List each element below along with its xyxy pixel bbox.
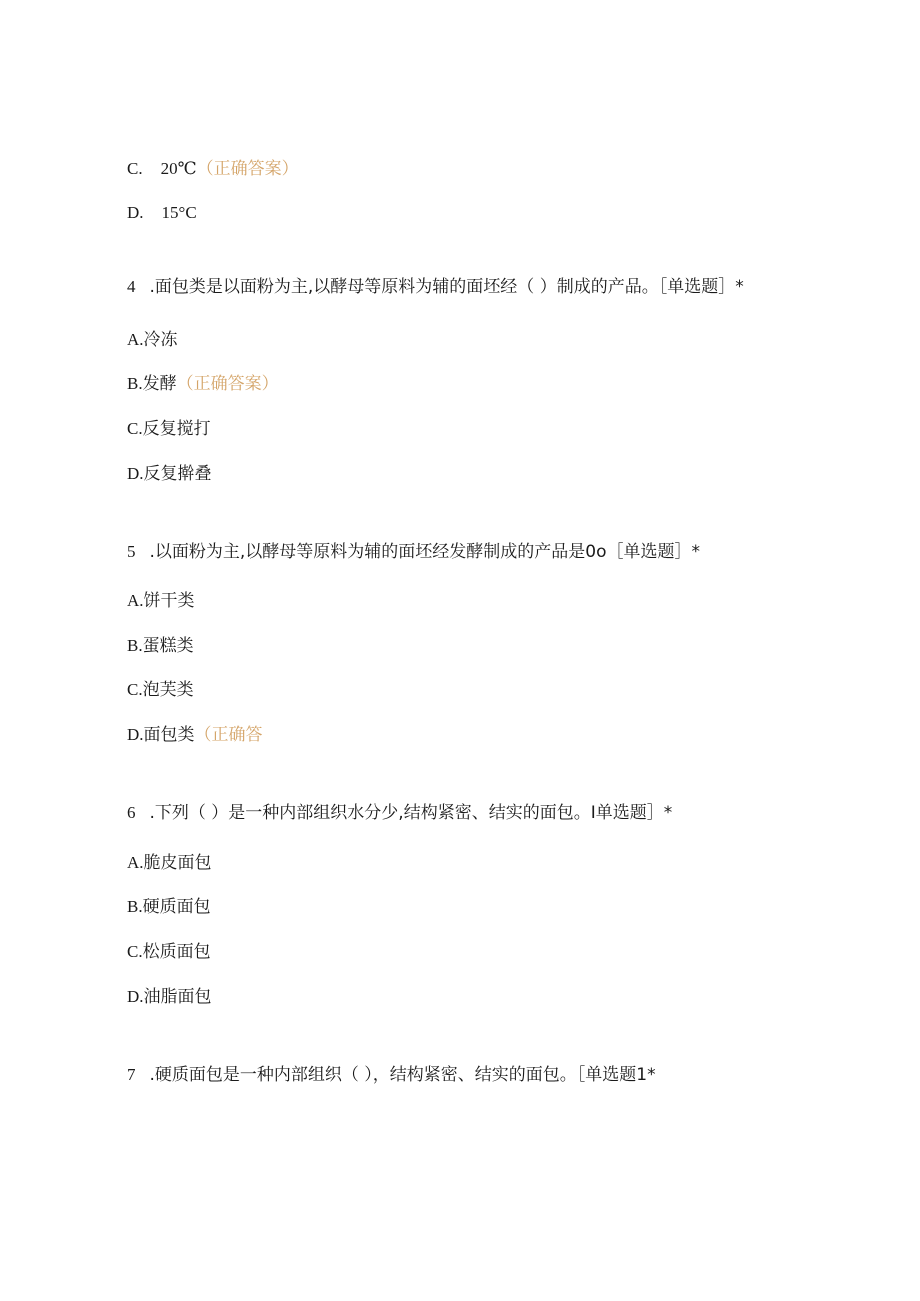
- option-letter: C.: [127, 680, 143, 699]
- option-letter: C.: [127, 159, 143, 178]
- option-text: 冷冻: [143, 330, 178, 350]
- question-7-stem: [127, 1064, 656, 1086]
- option-letter: D.: [127, 203, 144, 222]
- option-letter: D.: [127, 987, 144, 1006]
- option-text: 硬质面包: [142, 897, 211, 917]
- option-letter: B.: [127, 636, 143, 655]
- option-a[interactable]: [127, 329, 178, 351]
- question-text: .面包类是以面粉为主,以酵母等原料为辅的面坯经（ ）制成的产品。［单选题］*: [149, 277, 744, 297]
- option-letter: C.: [127, 942, 143, 961]
- option-letter: D.: [127, 725, 144, 744]
- question-number: 4: [127, 277, 136, 296]
- question-5-stem: [127, 541, 700, 563]
- option-c[interactable]: [127, 679, 194, 701]
- option-text: 泡芙类: [142, 680, 194, 700]
- option-c[interactable]: [127, 158, 299, 180]
- option-letter: C.: [127, 419, 143, 438]
- question-number: 6: [127, 803, 136, 822]
- option-b[interactable]: [127, 635, 194, 657]
- option-letter: B.: [127, 897, 143, 916]
- option-text: 15°C: [161, 203, 197, 222]
- correct-answer-note: （正确答案）: [196, 159, 299, 179]
- option-b[interactable]: [127, 373, 279, 395]
- option-letter: D.: [127, 464, 144, 483]
- option-d[interactable]: [127, 724, 263, 746]
- question-4-stem: [127, 276, 744, 298]
- option-text: 饼干类: [143, 591, 195, 611]
- question-number: 5: [127, 542, 136, 561]
- option-text: 发酵: [142, 374, 177, 394]
- question-text: .以面粉为主,以酵母等原料为辅的面坯经发酵制成的产品是0o［单选题］*: [149, 542, 701, 562]
- option-d[interactable]: [127, 202, 197, 224]
- correct-answer-note: （正确答: [194, 725, 263, 745]
- option-text: 面包类: [143, 725, 195, 745]
- correct-answer-note: （正确答案）: [176, 374, 279, 394]
- option-text: 脆皮面包: [143, 853, 212, 873]
- question-number: 7: [127, 1065, 136, 1084]
- option-letter: B.: [127, 374, 143, 393]
- option-a[interactable]: [127, 852, 212, 874]
- option-a[interactable]: [127, 590, 195, 612]
- option-d[interactable]: [127, 463, 212, 485]
- option-letter: A.: [127, 330, 144, 349]
- option-b[interactable]: [127, 896, 211, 918]
- option-text: 反复擀叠: [143, 464, 212, 484]
- option-letter: A.: [127, 591, 144, 610]
- option-c[interactable]: [127, 418, 211, 440]
- option-letter: A.: [127, 853, 144, 872]
- option-text: 松质面包: [142, 942, 211, 962]
- option-text: 油脂面包: [143, 987, 212, 1007]
- option-text: 20℃: [160, 159, 197, 178]
- option-d[interactable]: [127, 986, 212, 1008]
- question-text: .硬质面包是一种内部组织（ ），结构紧密、结实的面包。［单选题1*: [149, 1065, 656, 1085]
- option-text: 蛋糕类: [142, 636, 194, 656]
- question-text: .下列（ ）是一种内部组织水分少,结构紧密、结实的面包。I单选题］*: [149, 803, 673, 823]
- option-text: 反复搅打: [142, 419, 211, 439]
- question-6-stem: [127, 802, 672, 824]
- option-c[interactable]: [127, 941, 211, 963]
